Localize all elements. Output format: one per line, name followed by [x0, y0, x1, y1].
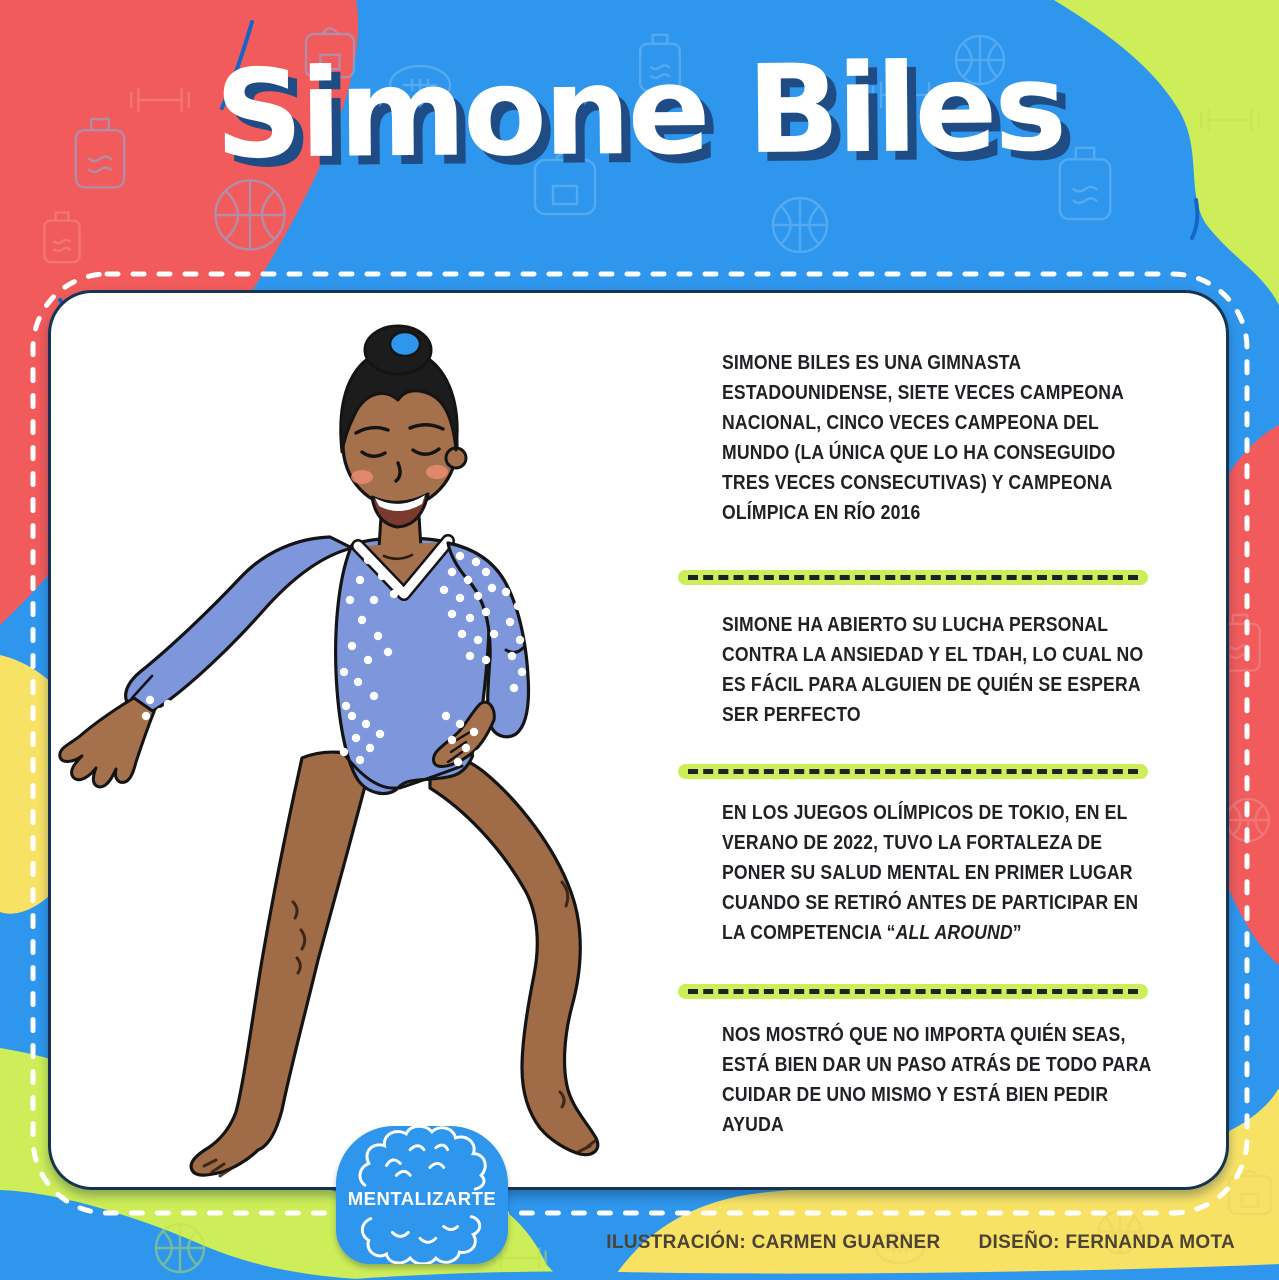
dotted-divider-3 — [678, 984, 1148, 999]
left-sleeve — [126, 537, 352, 713]
blue-scrunchie — [390, 332, 420, 356]
bio-paragraph-1: SIMONE BILES ES UNA GIMNASTA ESTADOUNIDENSE, SIETE VECES CAMPEONA NACIONAL, CINCO VECES CAMPEONA DEL MUNDO (LA ÚNICA QUE LO HA CONSEGUIDO TRES VECES CONSECUTIVAS) Y CAMPEONA OLÍMPICA EN RÍO 2016 — [722, 352, 1124, 524]
page-title: Simone Biles — [214, 36, 1065, 186]
left-leg — [191, 752, 372, 1175]
dotted-divider-1 — [678, 570, 1148, 585]
bio-paragraph-4: NOS MOSTRÓ QUE NO IMPORTA QUIÉN SEAS, ESTÁ BIEN DAR UN PASO ATRÁS DE TODO PARA CUIDAR DE UNO MISMO Y ESTÁ BIEN PEDIR AYUDA — [722, 1024, 1151, 1136]
illustration-credit: ILUSTRACIÓN: CARMEN GUARNER — [606, 1232, 941, 1253]
mentalizarte-logo — [336, 1126, 508, 1264]
bio-paragraph-2: SIMONE HA ABIERTO SU LUCHA PERSONAL CONTRA LA ANSIEDAD Y EL TDAH, LO CUAL NO ES FÁCIL PARA ALGUIEN DE QUIÉN SE ESPERA SER PERFECTO — [722, 614, 1144, 726]
simone-biles-illustration — [40, 318, 640, 1188]
logo-label: MENTALIZARTE — [347, 1188, 497, 1209]
dotted-divider-2 — [678, 764, 1148, 779]
design-credit: DISEÑO: FERNANDA MOTA — [978, 1232, 1235, 1253]
credits — [606, 1232, 1235, 1254]
bio-paragraph-3: EN LOS JUEGOS OLÍMPICOS DE TOKIO, EN EL VERANO DE 2022, TUVO LA FORTALEZA DE PONER SU SALUD MENTAL EN PRIMER LUGAR CUANDO SE RETIRÓ ANTES DE PARTICIPAR EN LA COMPETENCIA “ALL AROUND” — [722, 802, 1139, 944]
italic-phrase: ALL AROUND — [895, 922, 1013, 944]
